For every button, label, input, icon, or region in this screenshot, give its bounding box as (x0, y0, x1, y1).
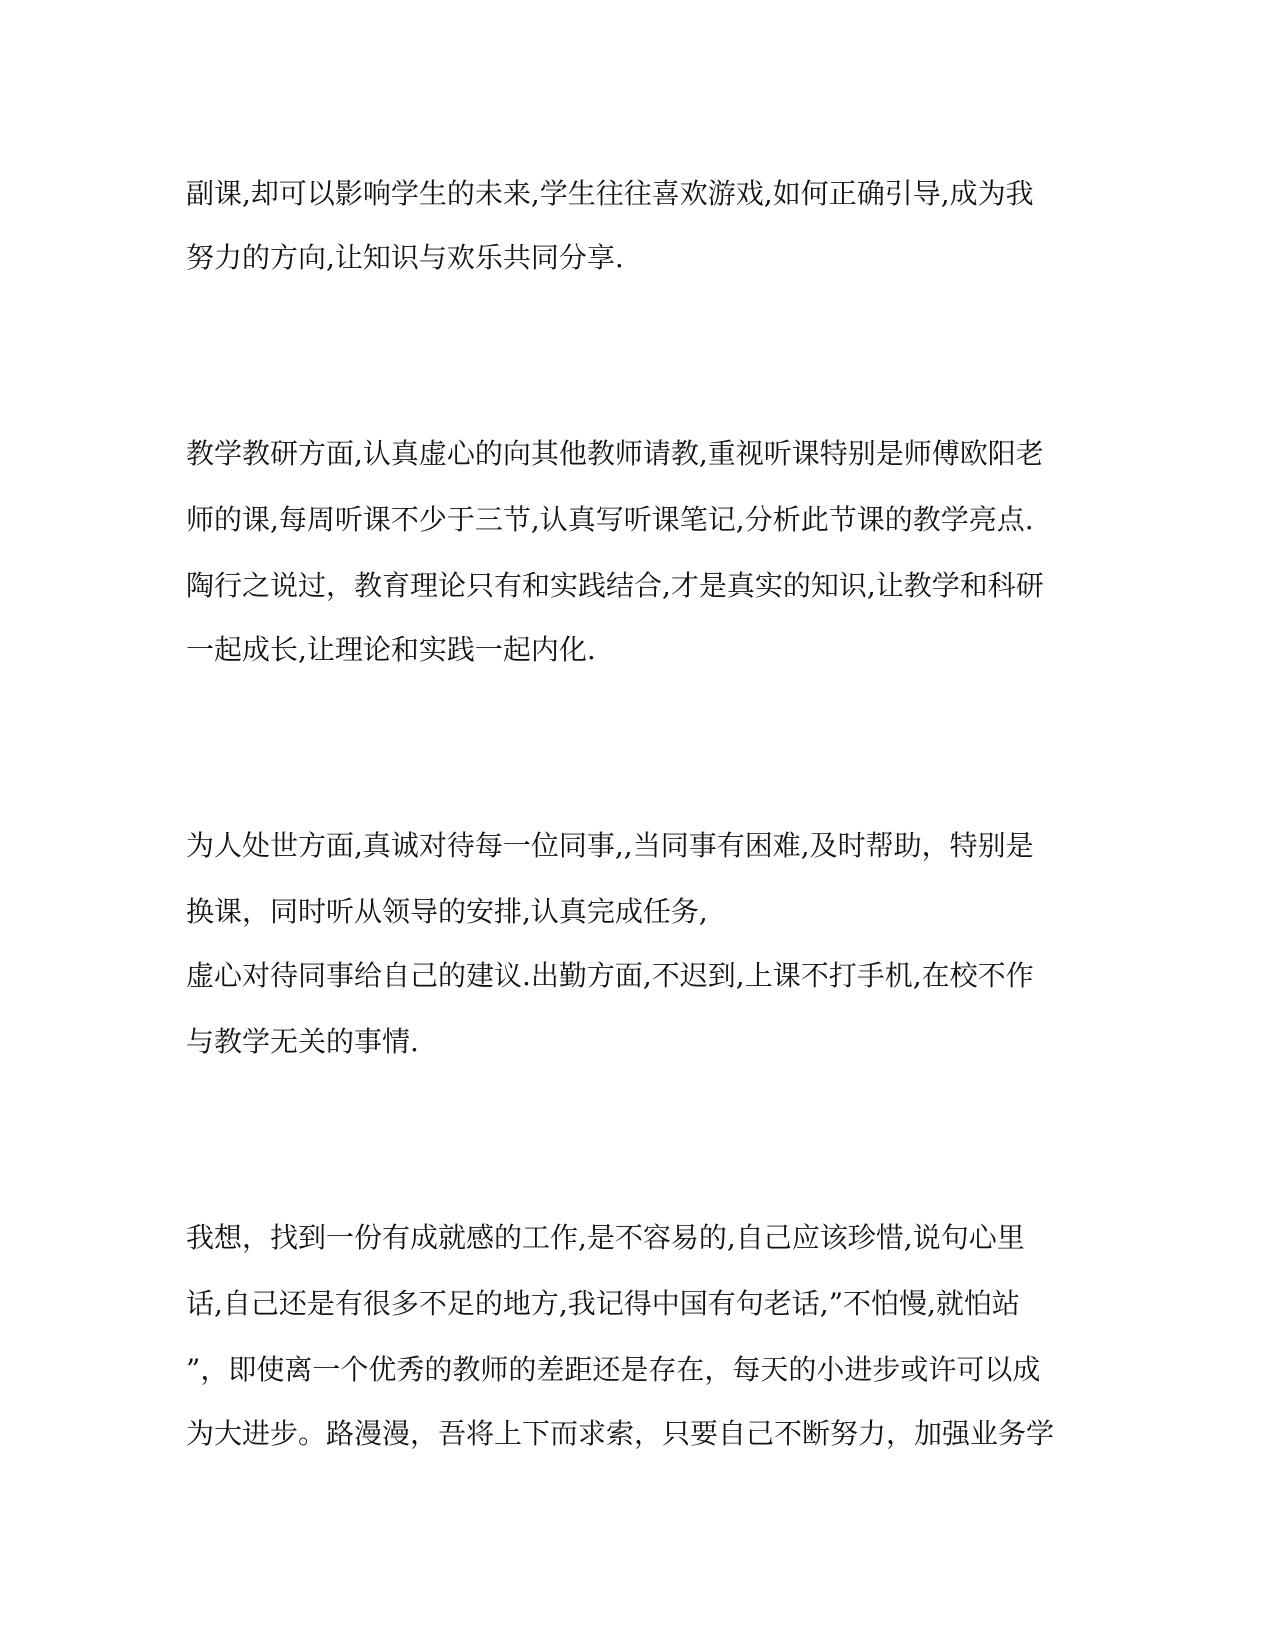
text-line: 副课,却可以影响学生的未来,学生往往喜欢游戏,如何正确引导,成为我 (186, 177, 1034, 210)
text-line: 话,自己还是有很多不足的地方,我记得中国有句老话,”不怕慢,就怕站 (186, 1287, 1020, 1320)
text-line: 为人处世方面,真诚对待每一位同事,,当同事有困难,及时帮助，特别是 (186, 829, 1034, 862)
text-line: 换课，同时听从领导的安排,认真完成任务, (186, 895, 708, 928)
text-line: 陶行之说过，教育理论只有和实践结合,才是真实的知识,让教学和科研 (186, 569, 1044, 602)
text-line: 为大进步。路漫漫，吾将上下而求索，只要自己不断努力，加强业务学 (186, 1417, 1055, 1450)
text-line: 与教学无关的事情. (186, 1025, 419, 1058)
text-line: 教学教研方面,认真虚心的向其他教师请教,重视听课特别是师傅欧阳老 (186, 437, 1044, 470)
text-line: 一起成长,让理论和实践一起内化. (186, 633, 596, 666)
text-line: 努力的方向,让知识与欢乐共同分享. (186, 241, 624, 274)
text-line: 师的课,每周听课不少于三节,认真写听课笔记,分析此节课的教学亮点. (186, 503, 1034, 536)
text-line: 虚心对待同事给自己的建议.出勤方面,不迟到,上课不打手机,在校不作 (186, 959, 1034, 992)
text-line: 我想，找到一份有成就感的工作,是不容易的,自己应该珍惜,说句心里 (186, 1221, 1025, 1254)
text-line: ”，即使离一个优秀的教师的差距还是存在，每天的小进步或许可以成 (186, 1353, 1041, 1386)
